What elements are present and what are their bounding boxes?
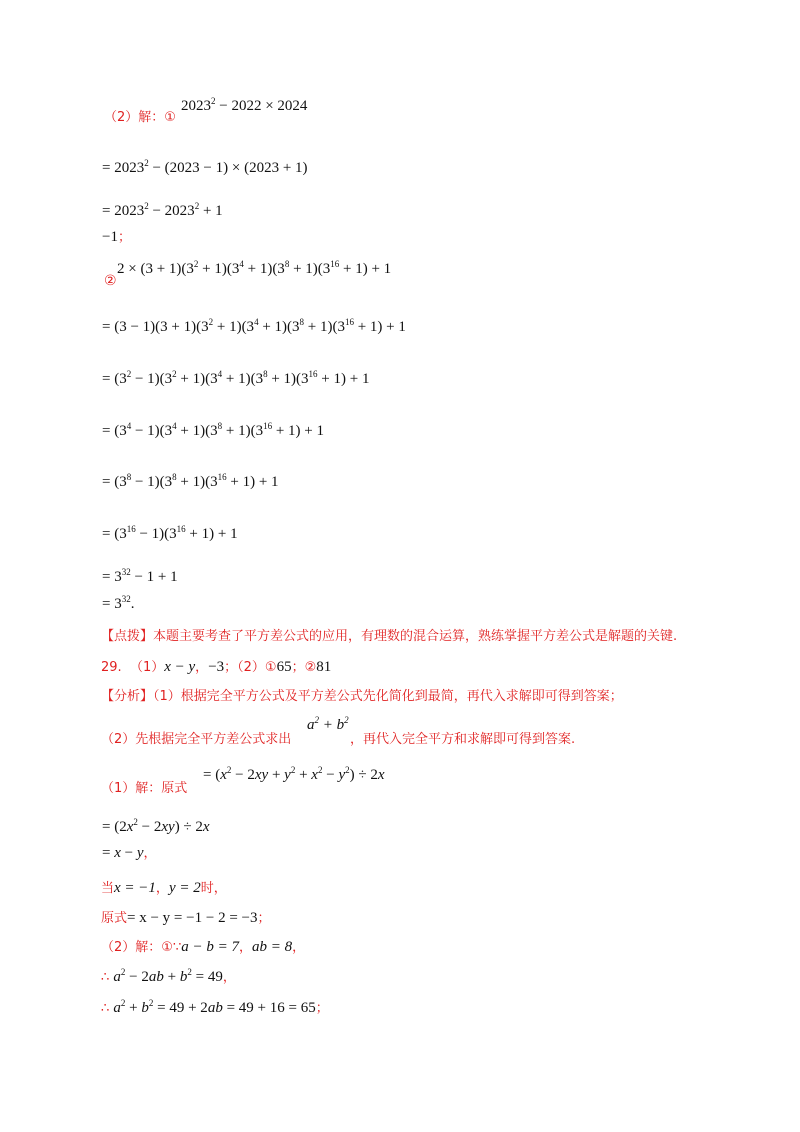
analysis-line: 【分析】（1）根据完全平方公式及平方差公式先化简化到最简，再代入求解即可得到答案； (101, 689, 623, 704)
math-line-4: −1； (102, 229, 131, 245)
tip-note: 【点拨】本题主要考查了平方差公式的应用，有理数的混合运算，熟练掌握平方差公式是解题的关键. (101, 629, 678, 644)
math-line-7: = $(3^2 - 1)(3^2 + 1)(3^4 + 1)(3^8 + 1)(3^{16} + 1) + 1$ (102, 369, 370, 387)
math-line-3: = $2023^2 - 2023^2 + 1$ (102, 201, 223, 219)
q29-answer-line: 29. （1）x − y，−3；（2）①65；②81 (101, 659, 332, 675)
solution1-step2: = $(2x^2 - 2xy) \div 2x$ (102, 817, 210, 835)
result-line: 原式= x − y = −1 − 2 = −3； (101, 910, 271, 926)
solution1-label: （1）解：原式 (101, 781, 188, 796)
therefore-line-2: ∴ $a^2 + b^2 = 49 + 2ab = 49 + 16 = 65$； (101, 998, 329, 1016)
circle-2: ② (104, 273, 117, 289)
math-line-8: = $(3^4 - 1)(3^4 + 1)(3^8 + 1)(3^{16} + 1) + 1$ (102, 421, 324, 439)
substitution-line: 当x = −1，y = 2时， (101, 880, 227, 896)
solution1-step3: = x − y， (102, 845, 157, 861)
math-line-12: = $3^{32}$. (102, 594, 135, 612)
math-line-9: = $(3^8 - 1)(3^8 + 1)(3^{16} + 1) + 1$ (102, 472, 279, 490)
math-line-11: = $3^{32} - 1 + 1$ (102, 567, 178, 585)
part2-solution-line: （2）解：①∵a − b = 7，ab = 8， (101, 939, 306, 955)
math-line-1: $2023^2 - 2022 \times 2024$ (181, 96, 308, 114)
math-line-2: = $2023^2 - (2023 - 1) \times (2023 + 1)$ (102, 158, 308, 176)
analysis-line-2: （2）先根据完全平方差公式求出 (101, 732, 292, 747)
math-line-5: $2 \times (3 + 1)(3^2 + 1)(3^4 + 1)(3^8 + 1)(3^{16} + 1) + 1$ (117, 259, 392, 277)
math-line-6: = $(3 - 1)(3 + 1)(3^2 + 1)(3^4 + 1)(3^8 + 1)(3^{16} + 1) + 1$ (102, 317, 406, 335)
solution1-math: = $(x^2 - 2xy + y^2 + x^2 - y^2) \div 2x$ (203, 765, 385, 783)
analysis-math: $a^2 + b^2$ (307, 715, 349, 733)
math-line-10: = $(3^{16} - 1)(3^{16} + 1) + 1$ (102, 524, 238, 542)
therefore-line-1: ∴ $a^2 - 2ab + b^2 = 49$， (101, 967, 236, 985)
analysis-line-2-end: ，再代入完全平方和求解即可得到答案. (350, 732, 576, 747)
part2-label: （2）解：① (104, 110, 176, 125)
